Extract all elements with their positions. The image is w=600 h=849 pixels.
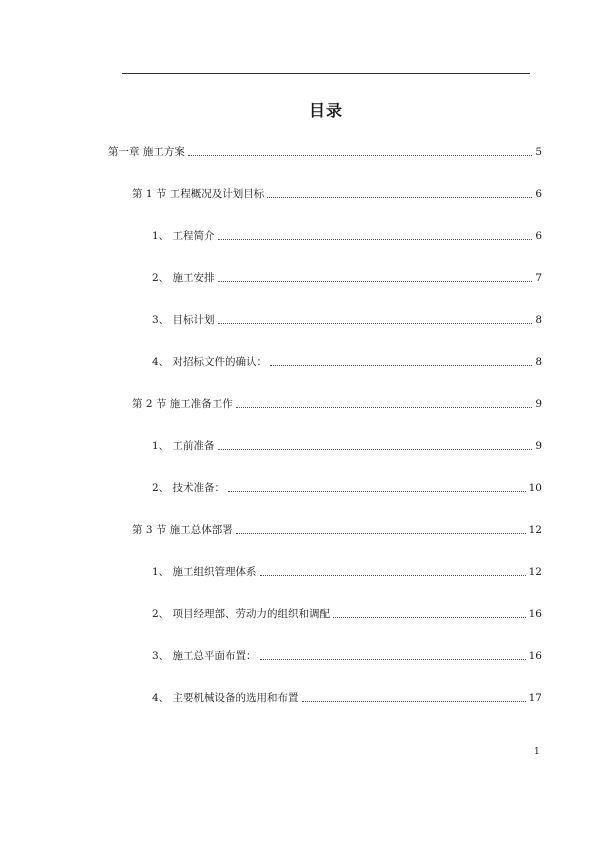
toc-entry[interactable] [152,354,542,370]
toc-entry[interactable] [152,312,542,328]
toc-leader-dots [236,407,533,408]
toc-entry-page: 7 [535,272,542,284]
toc-entry-text: 4、 对招标文件的确认： [152,356,268,368]
toc-entry-page: 12 [528,524,542,536]
toc-leader-dots [218,323,533,324]
toc-leader-dots [228,491,526,492]
toc-entry-text: 2、 技术准备： [152,482,226,494]
toc-leader-dots [218,239,533,240]
toc-entry[interactable] [108,144,542,160]
toc-entry[interactable] [152,690,542,706]
toc-leader-dots [333,617,526,618]
toc-entry[interactable] [152,564,542,580]
toc-entry[interactable] [152,438,542,454]
toc-entry-page: 6 [535,230,542,242]
toc-leader-dots [188,155,532,156]
toc-entry-page: 10 [528,482,542,494]
toc-entry-text: 3、 目标计划 [152,314,215,326]
toc-entry-page: 5 [535,146,542,158]
toc-entry-text: 4、 主要机械设备的选用和布置 [152,692,299,704]
toc-entry-page: 8 [535,356,542,368]
toc-entry[interactable] [152,270,542,286]
toc-entry-page: 17 [528,692,542,704]
toc-entry[interactable] [132,186,542,202]
toc-entry[interactable] [152,606,542,622]
toc-entry-text: 1、 工程简介 [152,230,215,242]
footer-page-number: 1 [534,747,540,757]
toc-entry-text: 第 3 节 施工总体部署 [132,524,233,536]
toc-leader-dots [260,575,526,576]
toc-leader-dots [267,197,532,198]
toc-entry-text: 第一章 施工方案 [108,146,185,158]
toc-entry-text: 2、 施工安排 [152,272,215,284]
page-title: 目录 [308,101,343,120]
toc-entry-text: 1、 施工组织管理体系 [152,566,257,578]
toc-leader-dots [270,365,532,366]
toc-leader-dots [260,659,526,660]
toc-entry-page: 8 [535,314,542,326]
toc-entry-text: 第 2 节 施工准备工作 [132,398,233,410]
toc-entry-page: 9 [535,398,542,410]
toc-leader-dots [302,701,526,702]
toc-entry-page: 16 [528,650,542,662]
toc-entry-page: 12 [528,566,542,578]
toc-entry-page: 9 [535,440,542,452]
toc-entry-page: 6 [535,188,542,200]
toc-entry[interactable] [152,648,542,664]
toc-entry-text: 第 1 节 工程概况及计划目标 [132,188,265,200]
toc-entry[interactable] [152,480,542,496]
toc-entry-text: 3、 施工总平面布置： [152,650,257,662]
toc-leader-dots [236,533,526,534]
toc-leader-dots [218,281,533,282]
toc-entry-page: 16 [528,608,542,620]
toc-entry[interactable] [132,522,542,538]
toc-entry-text: 2、 项目经理部、劳动力的组织和调配 [152,608,331,620]
toc-entry[interactable] [132,396,542,412]
toc-leader-dots [218,449,533,450]
toc-entry[interactable] [152,228,542,244]
toc-entry-text: 1、 工前准备 [152,440,215,452]
